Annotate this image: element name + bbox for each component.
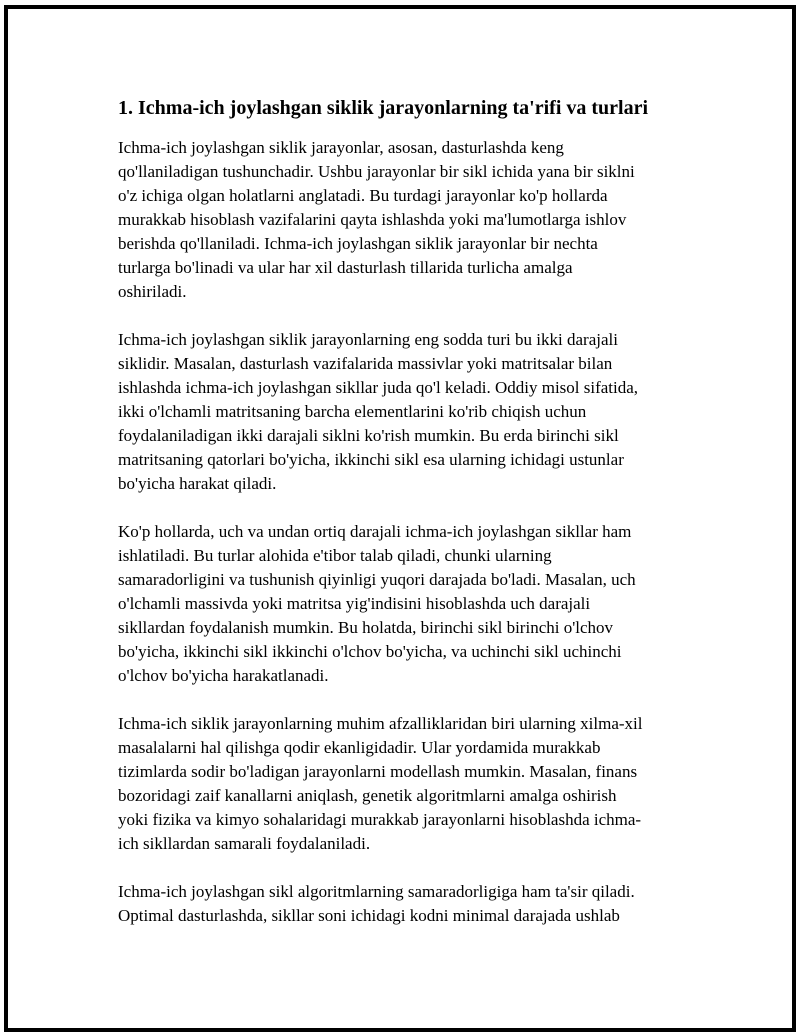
- text-line: o'lchov bo'yicha harakatlanadi.: [118, 666, 329, 685]
- text-line: sikllardan foydalanish mumkin. Bu holatda, birinchi sikl birinchi o'lchov: [118, 618, 614, 637]
- paragraph-1: [118, 136, 698, 304]
- text-line: siklidir. Masalan, dasturlash vazifalarida massivlar yoki matritsalar bilan: [118, 354, 613, 373]
- text-line: matritsaning qatorlari bo'yicha, ikkinchi sikl esa ularning ichidagi ustunlar: [118, 450, 624, 469]
- paragraph-3: [118, 520, 698, 688]
- text-line: bozoridagi zaif kanallarni aniqlash, genetik algoritmlarni amalga oshirish: [118, 786, 617, 805]
- paragraph-2: [118, 328, 698, 496]
- text-line: o'lchamli massivda yoki matritsa yig'indisini hisoblashda uch darajali: [118, 594, 591, 613]
- text-line: Ichma-ich joylashgan sikl algoritmlarning samaradorligiga ham ta'sir qiladi.: [118, 882, 635, 901]
- text-line: tizimlarda sodir bo'ladigan jarayonlarni modellash mumkin. Masalan, finans: [118, 762, 638, 781]
- text-line: ishlashda ichma-ich joylashgan sikllar juda qo'l keladi. Oddiy misol sifatida,: [118, 378, 639, 397]
- text-line: o'z ichiga olgan holatlarni anglatadi. Bu turdagi jarayonlar ko'p hollarda: [118, 186, 608, 205]
- text-line: masalalarni hal qilishga qodir ekanligidadir. Ular yordamida murakkab: [118, 738, 601, 757]
- text-line: ich sikllardan samarali foydalaniladi.: [118, 834, 371, 853]
- document-body: [118, 96, 698, 952]
- text-line: Optimal dasturlashda, sikllar soni ichidagi kodni minimal darajada ushlab: [118, 906, 620, 925]
- text-line: foydalaniladigan ikki darajali siklni ko'rish mumkin. Bu erda birinchi sikl: [118, 426, 619, 445]
- text-line: Ichma-ich joylashgan siklik jarayonlar, asosan, dasturlashda keng: [118, 138, 564, 157]
- text-line: Ichma-ich siklik jarayonlarning muhim afzalliklaridan biri ularning xilma-xil: [118, 714, 643, 733]
- paragraph-4: [118, 712, 698, 856]
- text-line: ikki o'lchamli matritsaning barcha elementlarini ko'rib chiqish uchun: [118, 402, 587, 421]
- text-line: turlarga bo'linadi va ular har xil dasturlash tillarida turlicha amalga: [118, 258, 573, 277]
- text-line: Ko'p hollarda, uch va undan ortiq darajali ichma-ich joylashgan sikllar ham: [118, 522, 632, 541]
- text-line: murakkab hisoblash vazifalarini qayta ishlashda yoki ma'lumotlarga ishlov: [118, 210, 627, 229]
- text-line: oshiriladi.: [118, 282, 187, 301]
- text-line: samaradorligini va tushunish qiyinligi yuqori darajada bo'ladi. Masalan, uch: [118, 570, 636, 589]
- section-heading: 1. Ichma-ich joylashgan siklik jarayonlarning ta'rifi va turlari: [118, 97, 649, 119]
- text-line: bo'yicha harakat qiladi.: [118, 474, 277, 493]
- text-line: berishda qo'llaniladi. Ichma-ich joylashgan siklik jarayonlar bir nechta: [118, 234, 598, 253]
- paragraph-5: [118, 880, 698, 928]
- text-line: bo'yicha, ikkinchi sikl ikkinchi o'lchov bo'yicha, va uchinchi sikl uchinchi: [118, 642, 622, 661]
- text-line: ishlatiladi. Bu turlar alohida e'tibor talab qiladi, chunki ularning: [118, 546, 552, 565]
- text-line: yoki fizika va kimyo sohalaridagi murakkab jarayonlarni hisoblashda ichma-: [118, 810, 642, 829]
- text-line: Ichma-ich joylashgan siklik jarayonlarning eng sodda turi bu ikki darajali: [118, 330, 618, 349]
- text-line: qo'llaniladigan tushunchadir. Ushbu jarayonlar bir sikl ichida yana bir siklni: [118, 162, 635, 181]
